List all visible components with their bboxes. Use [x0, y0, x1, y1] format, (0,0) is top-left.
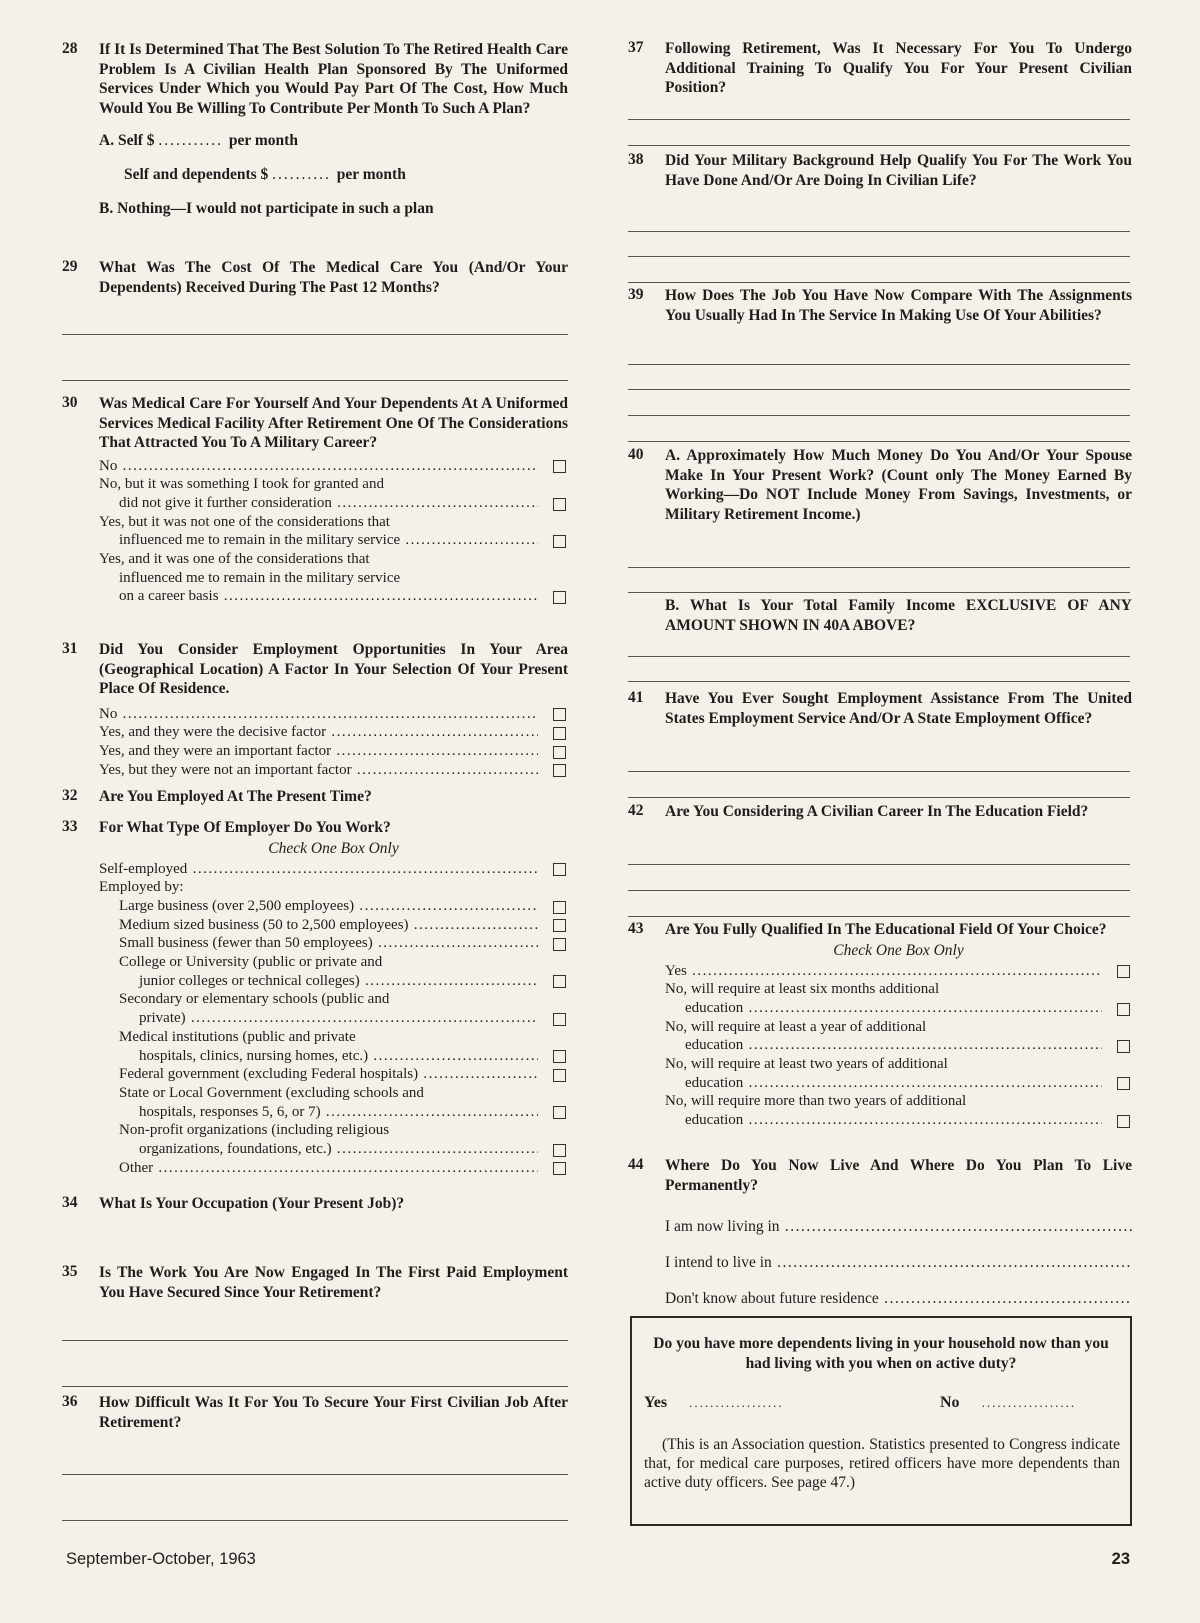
- answer-line[interactable]: [62, 1520, 568, 1521]
- answer-line[interactable]: [62, 380, 568, 381]
- answer-line[interactable]: [628, 231, 1130, 232]
- self-dependents-amount-line: Self and dependents $ .......... per month: [124, 166, 406, 183]
- checkbox[interactable]: [553, 764, 566, 777]
- dont-know-line[interactable]: Don't know about future residence .....: [665, 1281, 1132, 1317]
- question-32: 32 Are You Employed At The Present Time?: [62, 787, 568, 807]
- checkbox[interactable]: [553, 746, 566, 759]
- option-decisive-factor: Yes, and they were the decisive factor .....: [99, 723, 568, 742]
- option-not-important-factor: Yes, but they were not an important factor .....: [99, 761, 568, 780]
- question-41: 41 Have You Ever Sought Employment Assistance From The United States Employment Service And/Or A State Employment Office?: [628, 689, 1132, 727]
- question-40: 40 A. Approximately How Much Money Do You And/Or Your Spouse Make In Your Present Work? (Count only The Money Earned By Working—Do NOT Include Money From Savings, Investments, or Military Retirement Income.): [628, 446, 1132, 523]
- question-text: What Was The Cost Of The Medical Care You (And/Or Your Dependents) Received During The Past 12 Months?: [99, 259, 568, 296]
- checkbox[interactable]: [553, 535, 566, 548]
- question-40b: [628, 596, 1132, 635]
- answer-line[interactable]: [628, 681, 1130, 682]
- question-text: Was Medical Care For Yourself And Your Dependents At A Uniformed Services Medical Facility After Retirement One Of The Considerations That Attracted You To A Military Career?: [99, 395, 568, 451]
- checkbox[interactable]: [1117, 1003, 1130, 1016]
- question-text: For What Type Of Employer Do You Work?: [99, 819, 391, 836]
- checkbox[interactable]: [553, 1106, 566, 1119]
- now-living-line[interactable]: I am now living in .....: [665, 1209, 1132, 1245]
- answer-line[interactable]: [62, 1474, 568, 1475]
- question-39: 39 How Does The Job You Have Now Compare With The Assignments You Usually Had In The Service In Making Use Of Your Abilities?: [628, 286, 1132, 324]
- question-30: 30 Was Medical Care For Yourself And Your Dependents At A Uniformed Services Medical Facility After Retirement One Of The Considerations That Attracted You To A Military Career? No ..... No, but it was something I took for granted and did not give it further consideration ..... Yes, but it was not one of the considerations that influenced me to remain in the military service ..... Yes, and it was one of the considerations that influenced me to remain in the military service on a career basis .....: [62, 394, 568, 606]
- option-yes: Yes .....: [665, 962, 1132, 981]
- option-federal-government: Federal government (excluding Federal hospitals) .....: [99, 1065, 568, 1084]
- answer-line[interactable]: [628, 771, 1130, 772]
- option-medium-business: Medium sized business (50 to 2,500 employees) .....: [99, 916, 568, 935]
- option-yes-not-consideration: Yes, but it was not one of the considerations that influenced me to remain in the military service .....: [99, 513, 568, 550]
- question-40b-text: B. What Is Your Total Family Income EXCLUSIVE OF ANY AMOUNT SHOWN IN 40A ABOVE?: [665, 597, 1132, 634]
- question-28: [62, 40, 568, 218]
- question-36: 36 How Difficult Was It For You To Secure Your First Civilian Job After Retirement?: [62, 1393, 568, 1431]
- checkbox[interactable]: [553, 498, 566, 511]
- options-list: [665, 962, 1132, 1130]
- question-34: 34 What Is Your Occupation (Your Present Job)?: [62, 1194, 568, 1214]
- option-six-months: No, will require at least six months additional education .....: [665, 980, 1132, 1017]
- checkbox[interactable]: [553, 919, 566, 932]
- association-question: Do you have more dependents living in your household now than you had living with you when on active duty?: [653, 1335, 1109, 1372]
- answer-line[interactable]: [628, 797, 1130, 798]
- question-number: 28: [62, 40, 78, 57]
- footer-date: September-October, 1963: [66, 1550, 256, 1568]
- checkbox[interactable]: [553, 708, 566, 721]
- option-yes-was-consideration: Yes, and it was one of the considerations that influenced me to remain in the military service on a career basis .....: [99, 550, 568, 606]
- options-list: [99, 860, 568, 1178]
- association-no-line[interactable]: No ..................: [940, 1394, 1077, 1411]
- answer-line[interactable]: [628, 916, 1130, 917]
- association-note: (This is an Association question. Statistics presented to Congress indicate that, for medical care purposes, retired officers have more dependents than active duty officers. See page 47.): [644, 1436, 1120, 1491]
- checkbox[interactable]: [553, 591, 566, 604]
- answer-line[interactable]: [628, 864, 1130, 865]
- answer-line[interactable]: [628, 441, 1130, 442]
- options-list: [99, 457, 568, 607]
- option-important-factor: Yes, and they were an important factor .....: [99, 742, 568, 761]
- question-text: Did Your Military Background Help Qualify You For The Work You Have Done And/Or Are Doing In Civilian Life?: [665, 152, 1132, 189]
- checkbox[interactable]: [553, 901, 566, 914]
- option-small-business: Small business (fewer than 50 employees) .....: [99, 934, 568, 953]
- option-medical-institutions: Medical institutions (public and private hospitals, clinics, nursing homes, etc.) .....: [99, 1028, 568, 1065]
- checkbox[interactable]: [553, 1050, 566, 1063]
- answer-line[interactable]: [628, 389, 1130, 390]
- option-state-local-government: State or Local Government (excluding schools and hospitals, responses 5, 6, or 7) .....: [99, 1084, 568, 1121]
- question-43: 43 Are You Fully Qualified In The Educational Field Of Your Choice? Check One Box Only Yes ..... No, will require at least six months additional education ..... No, will require at least a year of additional education ..... No, will require at least two years of additional education ..... No, will require more than two years of additional education .....: [628, 920, 1132, 1130]
- option-one-year: No, will require at least a year of additional education .....: [665, 1018, 1132, 1055]
- question-text: Are You Employed At The Present Time?: [99, 788, 372, 805]
- intend-to-live-line[interactable]: I intend to live in .....: [665, 1245, 1132, 1281]
- question-text: Are You Considering A Civilian Career In The Education Field?: [665, 803, 1089, 820]
- checkbox[interactable]: [1117, 1077, 1130, 1090]
- question-40a-text: A. Approximately How Much Money Do You And/Or Your Spouse Make In Your Present Work? (Count only The Money Earned By Working—Do NOT Include Money From Savings, Investments, or Military Retirement Income.): [665, 447, 1132, 523]
- self-amount-line: A. Self $ ........... per month: [99, 132, 298, 149]
- checkbox[interactable]: [553, 1013, 566, 1026]
- checkbox[interactable]: [1117, 965, 1130, 978]
- question-44: 44 Where Do You Now Live And Where Do You Plan To Live Permanently? I am now living in ..... I intend to live in ..... Don't know about future residence .....: [628, 1156, 1132, 1317]
- checkbox[interactable]: [553, 1162, 566, 1175]
- options-list: [99, 705, 568, 780]
- option-more-than-two-years: No, will require more than two years of additional education .....: [665, 1092, 1132, 1129]
- question-text: How Difficult Was It For You To Secure Your First Civilian Job After Retirement?: [99, 1394, 568, 1431]
- answer-line[interactable]: [628, 415, 1130, 416]
- checkbox[interactable]: [553, 975, 566, 988]
- question-33: 33 For What Type Of Employer Do You Work? Check One Box Only Self-employed ..... Employed by: Large business (over 2,500 employees) ..... Medium sized business (50 to 2,500 employees) ..... Small business (fewer than 50 employees) ..... College or University (public or private and junior colleges or technical colleges) ..... Secondary or elementary schools (public and private) ..... Medical institutions (public and private hospitals, clinics, nursing homes, etc.) ..... Federal government (excluding Federal hospitals) ..... State or Local Government (excluding schools and hospitals, responses 5, 6, or 7) ..... Non-profit organizations (including religious organizations, foundations, etc.) ..... Other .....: [62, 818, 568, 1177]
- option-college: College or University (public or private and junior colleges or technical colleges) .....: [99, 953, 568, 990]
- question-37: 37 Following Retirement, Was It Necessary For You To Undergo Additional Training To Qualify You For Your Present Civilian Position?: [628, 39, 1132, 96]
- answer-line[interactable]: [628, 890, 1130, 891]
- answer-line[interactable]: [628, 656, 1130, 657]
- answer-line[interactable]: [628, 567, 1130, 568]
- question-42: 42 Are You Considering A Civilian Career In The Education Field?: [628, 802, 1132, 822]
- question-text: Where Do You Now Live And Where Do You Plan To Live Permanently?: [665, 1157, 1132, 1194]
- association-question-box: [630, 1316, 1132, 1526]
- option-self-employed: Self-employed .....: [99, 860, 568, 879]
- option-other: Other .....: [99, 1159, 568, 1178]
- nothing-option: B. Nothing—I would not participate in such a plan: [99, 200, 434, 217]
- option-non-profit: Non-profit organizations (including religious organizations, foundations, etc.) .....: [99, 1121, 568, 1158]
- answer-line[interactable]: [62, 1340, 568, 1341]
- question-31: 31 Did You Consider Employment Opportunities In Your Area (Geographical Location) A Factor In Your Selection Of Your Present Place Of Residence. No ..... Yes, and they were the decisive factor ..... Yes, and they were an important factor ..... Yes, but they were not an important factor .....: [62, 640, 568, 779]
- question-29: 29 What Was The Cost Of The Medical Care You (And/Or Your Dependents) Received During The Past 12 Months?: [62, 258, 568, 296]
- answer-line[interactable]: [628, 592, 1130, 593]
- question-text: Is The Work You Are Now Engaged In The First Paid Employment You Have Secured Since Your Retirement?: [99, 1264, 568, 1301]
- option-no: No .....: [99, 705, 568, 724]
- option-large-business: Large business (over 2,500 employees) .....: [99, 897, 568, 916]
- option-no-took-for-granted: No, but it was something I took for granted and did not give it further consideration .....: [99, 475, 568, 512]
- option-schools: Secondary or elementary schools (public and private) .....: [99, 990, 568, 1027]
- checkbox[interactable]: [553, 938, 566, 951]
- checkbox[interactable]: [553, 727, 566, 740]
- option-two-years: No, will require at least two years of additional education .....: [665, 1055, 1132, 1092]
- question-text: Are You Fully Qualified In The Educational Field Of Your Choice?: [665, 921, 1107, 938]
- checkbox[interactable]: [553, 1069, 566, 1082]
- answer-line[interactable]: [62, 1386, 568, 1387]
- check-one-instruction: Check One Box Only: [833, 941, 964, 959]
- checkbox[interactable]: [1117, 1040, 1130, 1053]
- checkbox[interactable]: [553, 863, 566, 876]
- checkbox[interactable]: [1117, 1115, 1130, 1128]
- question-text: Did You Consider Employment Opportunities In Your Area (Geographical Location) A Factor In Your Selection Of Your Present Place Of Residence.: [99, 641, 568, 697]
- checkbox[interactable]: [553, 460, 566, 473]
- answer-line[interactable]: [628, 364, 1130, 365]
- option-no: No .....: [99, 457, 568, 476]
- page-number: 23: [1111, 1550, 1130, 1568]
- question-text: What Is Your Occupation (Your Present Job)?: [99, 1195, 405, 1212]
- question-text: Have You Ever Sought Employment Assistance From The United States Employment Service And/Or A State Employment Office?: [665, 690, 1132, 727]
- answer-line[interactable]: [628, 145, 1130, 146]
- question-35: 35 Is The Work You Are Now Engaged In The First Paid Employment You Have Secured Since Your Retirement?: [62, 1263, 568, 1301]
- check-one-instruction: Check One Box Only: [268, 839, 399, 857]
- answer-line[interactable]: [628, 282, 1130, 283]
- answer-line[interactable]: [628, 256, 1130, 257]
- question-text: If It Is Determined That The Best Solution To The Retired Health Care Problem Is A Civilian Health Plan Sponsored By The Uniformed Services Under Which you Would Pay Part Of The Cost, How Much Would You Be Willing To Contribute Per Month To Such A Plan?: [99, 41, 568, 117]
- question-text: Following Retirement, Was It Necessary For You To Undergo Additional Training To Qualify You For Your Present Civilian Position?: [665, 40, 1132, 96]
- question-38: 38 Did Your Military Background Help Qualify You For The Work You Have Done And/Or Are Doing In Civilian Life?: [628, 151, 1132, 189]
- residence-lines: [665, 1209, 1132, 1317]
- employed-by-label: Employed by:: [99, 879, 184, 896]
- association-yes-line[interactable]: Yes ..................: [644, 1394, 784, 1411]
- question-text: How Does The Job You Have Now Compare With The Assignments You Usually Had In The Service In Making Use Of Your Abilities?: [665, 287, 1132, 324]
- answer-line[interactable]: [62, 334, 568, 335]
- checkbox[interactable]: [553, 1144, 566, 1157]
- answer-line[interactable]: [628, 119, 1130, 120]
